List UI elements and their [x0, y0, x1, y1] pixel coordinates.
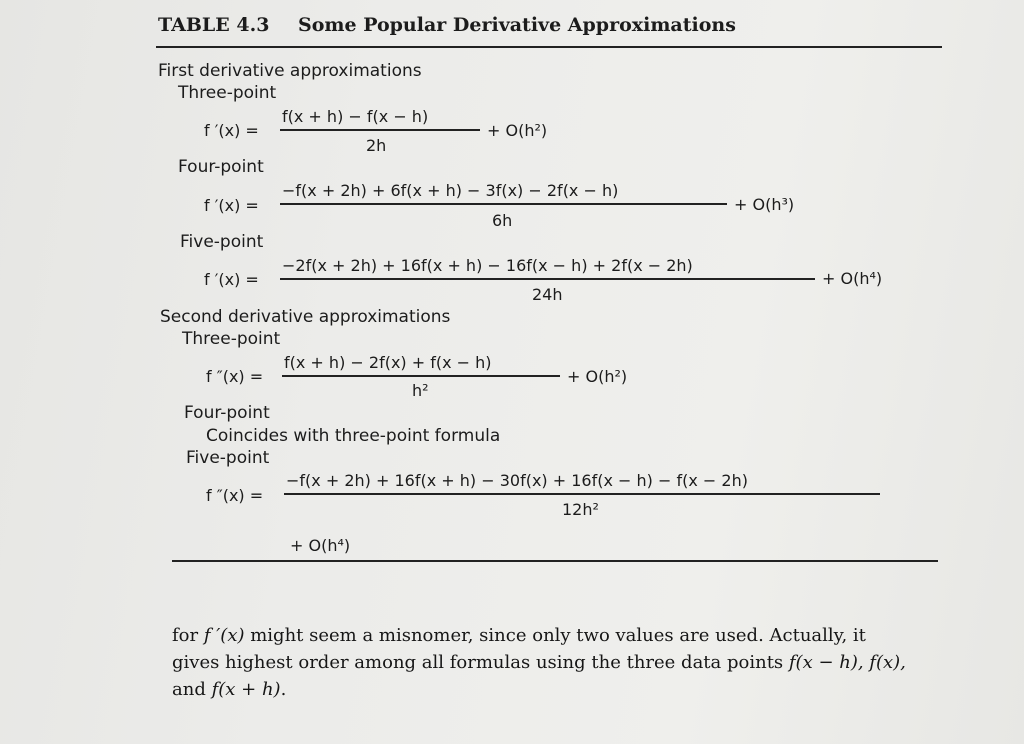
top-rule: [156, 46, 942, 48]
first-four-point-denominator: 6h: [492, 211, 513, 230]
prose-formula: f(x − h), f(x),: [788, 652, 906, 673]
first-four-point-label: Four-point: [178, 157, 264, 177]
prose-formula: f ′(x): [203, 625, 245, 646]
first-five-point-denominator: 24h: [532, 285, 563, 304]
first-five-point-numerator: −2f(x + 2h) + 16f(x + h) − 16f(x − h) + 2f(x − 2h): [282, 256, 693, 275]
first-four-point-fraction-bar: [280, 203, 727, 205]
second-five-point-label: Five-point: [186, 448, 270, 468]
first-five-point-error: + O(h⁴): [822, 269, 883, 288]
first-derivative-heading: First derivative approximations: [158, 61, 422, 81]
second-five-point-fraction-bar: [284, 493, 880, 495]
table-title: Some Popular Derivative Approximations: [298, 14, 736, 36]
second-five-point-lhs: f ″(x) =: [206, 486, 264, 505]
second-four-point-label: Four-point: [184, 403, 270, 423]
first-four-point-numerator: −f(x + 2h) + 6f(x + h) − 3f(x) − 2f(x − h): [282, 181, 619, 200]
second-five-point-error: + O(h⁴): [290, 536, 351, 555]
first-three-point-error: + O(h²): [487, 121, 548, 140]
second-three-point-denominator: h²: [412, 381, 429, 400]
prose-line-3: [172, 676, 286, 703]
first-five-point-lhs: f ′(x) =: [204, 270, 259, 289]
second-three-point-fraction-bar: [282, 375, 560, 377]
second-five-point-denominator: 12h²: [562, 500, 599, 519]
first-five-point-fraction-bar: [280, 278, 815, 280]
second-five-point-numerator: −f(x + 2h) + 16f(x + h) − 30f(x) + 16f(x − h) − f(x − 2h): [286, 471, 748, 490]
prose-text: gives highest order among all formulas using the three data points: [172, 652, 789, 673]
first-three-point-fraction-bar: [280, 129, 480, 131]
prose-text: for: [172, 625, 204, 646]
first-three-point-denominator: 2h: [366, 136, 387, 155]
second-three-point-numerator: f(x + h) − 2f(x) + f(x − h): [284, 353, 492, 372]
first-four-point-error: + O(h³): [734, 195, 795, 214]
prose-line-1: [172, 622, 866, 649]
first-five-point-label: Five-point: [180, 232, 264, 252]
second-three-point-lhs: f ″(x) =: [206, 367, 264, 386]
first-three-point-numerator: f(x + h) − f(x − h): [282, 107, 429, 126]
second-derivative-heading: Second derivative approximations: [160, 307, 451, 327]
second-three-point-error: + O(h²): [567, 367, 628, 386]
table-number: TABLE 4.3: [158, 14, 270, 36]
bottom-rule: [172, 560, 938, 562]
first-four-point-lhs: f ′(x) =: [204, 196, 259, 215]
prose-formula: f(x + h): [211, 679, 281, 700]
second-three-point-label: Three-point: [182, 329, 281, 349]
first-three-point-label: Three-point: [178, 83, 277, 103]
prose-line-2: [172, 649, 906, 676]
second-four-point-note: Coincides with three-point formula: [206, 426, 501, 446]
prose-text: might seem a misnomer, since only two values are used. Actually, it: [244, 625, 866, 646]
prose-text: and: [172, 679, 212, 700]
prose-text: .: [280, 679, 287, 700]
first-three-point-lhs: f ′(x) =: [204, 121, 259, 140]
